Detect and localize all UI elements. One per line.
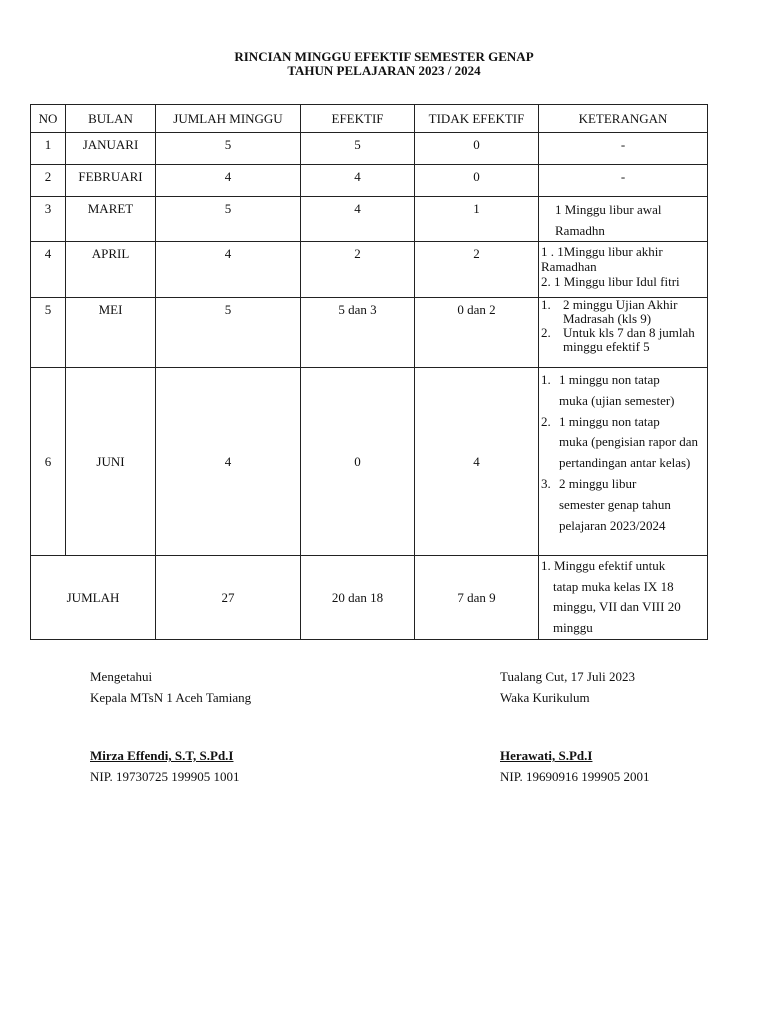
keterangan-item	[541, 474, 707, 536]
left-line-1: Mengetahui	[90, 669, 153, 684]
signature-block-left	[90, 669, 251, 785]
header-efektif: EFEKTIF	[301, 105, 415, 133]
left-line-2: Kepala MTsN 1 Aceh Tamiang	[90, 690, 252, 705]
effective-weeks-table	[30, 104, 708, 640]
cell-tidak-efektif: 0	[415, 133, 539, 165]
right-line-1: Tualang Cut, 17 Juli 2023	[500, 669, 635, 684]
header-keterangan: KETERANGAN	[539, 105, 708, 133]
item-text: 1 minggu non tatap	[559, 372, 660, 387]
cell-bulan: JANUARI	[66, 133, 156, 165]
total-tidak-efektif: 7 dan 9	[415, 556, 539, 640]
cell-jumlah: 4	[156, 165, 301, 197]
right-nip: NIP. 19690916 199905 2001	[500, 769, 650, 784]
cell-jumlah: 4	[156, 368, 301, 556]
cell-no: 6	[31, 368, 66, 556]
cell-efektif: 4	[301, 197, 415, 242]
item-number: 2.	[541, 325, 551, 340]
item-text: Untuk kls 7 dan 8 jumlah minggu efektif 5	[563, 325, 695, 354]
item-text-continued: muka (pengisian rapor dan pertandingan antar kelas)	[559, 434, 698, 471]
cell-keterangan	[539, 298, 708, 368]
cell-keterangan: 1 Minggu libur awal Ramadhn	[539, 197, 708, 242]
total-efektif: 20 dan 18	[301, 556, 415, 640]
cell-efektif: 2	[301, 242, 415, 298]
keterangan-item: 2. 1 Minggu libur Idul fitri	[541, 274, 680, 289]
cell-tidak-efektif: 0 dan 2	[415, 298, 539, 368]
header-jumlah-minggu: JUMLAH MINGGU	[156, 105, 301, 133]
item-number: 3.	[541, 475, 551, 491]
item-text: 2 minggu libur	[559, 475, 637, 491]
header-bulan: BULAN	[66, 105, 156, 133]
keterangan-item	[541, 370, 707, 412]
cell-tidak-efektif: 1	[415, 197, 539, 242]
cell-no: 5	[31, 298, 66, 368]
item-number: 2.	[541, 413, 551, 429]
cell-efektif: 0	[301, 368, 415, 556]
item-text-continued: muka (ujian semester)	[559, 392, 675, 408]
cell-jumlah: 4	[156, 242, 301, 298]
total-label: JUMLAH	[31, 556, 156, 640]
total-keterangan	[539, 556, 708, 640]
document-title	[0, 50, 768, 78]
cell-keterangan	[539, 242, 708, 298]
item-number: 1.	[541, 297, 551, 312]
cell-tidak-efektif: 0	[415, 165, 539, 197]
item-number: 1.	[541, 372, 551, 387]
cell-no: 2	[31, 165, 66, 197]
table-row	[31, 165, 708, 197]
cell-keterangan	[539, 368, 708, 556]
cell-bulan: FEBRUARI	[66, 165, 156, 197]
total-jumlah: 27	[156, 556, 301, 640]
right-line-2: Waka Kurikulum	[500, 690, 590, 705]
right-signatory-name: Herawati, S.Pd.I	[500, 748, 593, 763]
cell-efektif: 4	[301, 165, 415, 197]
cell-keterangan: -	[539, 133, 708, 165]
cell-no: 1	[31, 133, 66, 165]
cell-jumlah: 5	[156, 197, 301, 242]
table-row	[31, 197, 708, 242]
item-text-continued: semester genap tahun pelajaran 2023/2024	[559, 496, 671, 533]
cell-jumlah: 5	[156, 133, 301, 165]
table-row	[31, 242, 708, 298]
cell-bulan: MARET	[66, 197, 156, 242]
cell-no: 3	[31, 197, 66, 242]
signature-block-right	[500, 669, 650, 785]
keterangan-item	[541, 326, 707, 354]
cell-tidak-efektif: 2	[415, 242, 539, 298]
cell-efektif: 5	[301, 133, 415, 165]
total-row	[31, 556, 708, 640]
item-text: 1 minggu non tatap	[559, 413, 660, 429]
cell-no: 4	[31, 242, 66, 298]
header-no: NO	[31, 105, 66, 133]
keterangan-item: 1 . 1Minggu libur akhir Ramadhan	[541, 244, 663, 274]
total-keterangan-first: 1. Minggu efektif untuk	[541, 558, 666, 573]
table-row	[31, 133, 708, 165]
left-signatory-name: Mirza Effendi, S.T, S.Pd.I	[90, 748, 234, 763]
table-row	[31, 368, 708, 556]
title-line-1: RINCIAN MINGGU EFEKTIF SEMESTER GENAP	[234, 49, 534, 64]
cell-keterangan: -	[539, 165, 708, 197]
keterangan-item	[541, 412, 707, 474]
cell-bulan: MEI	[66, 298, 156, 368]
cell-tidak-efektif: 4	[415, 368, 539, 556]
header-tidak-efektif: TIDAK EFEKTIF	[415, 105, 539, 133]
cell-bulan: APRIL	[66, 242, 156, 298]
table-header-row	[31, 105, 708, 133]
item-text: 2 minggu Ujian Akhir Madrasah (kls 9)	[563, 297, 678, 326]
keterangan-item	[541, 298, 707, 326]
cell-efektif: 5 dan 3	[301, 298, 415, 368]
title-line-2: TAHUN PELAJARAN 2023 / 2024	[287, 63, 481, 78]
cell-bulan: JUNI	[66, 368, 156, 556]
table-row	[31, 298, 708, 368]
left-nip: NIP. 19730725 199905 1001	[90, 769, 240, 784]
total-keterangan-continued: tatap muka kelas IX 18 minggu, VII dan VIII 20 minggu	[553, 578, 681, 635]
cell-jumlah: 5	[156, 298, 301, 368]
